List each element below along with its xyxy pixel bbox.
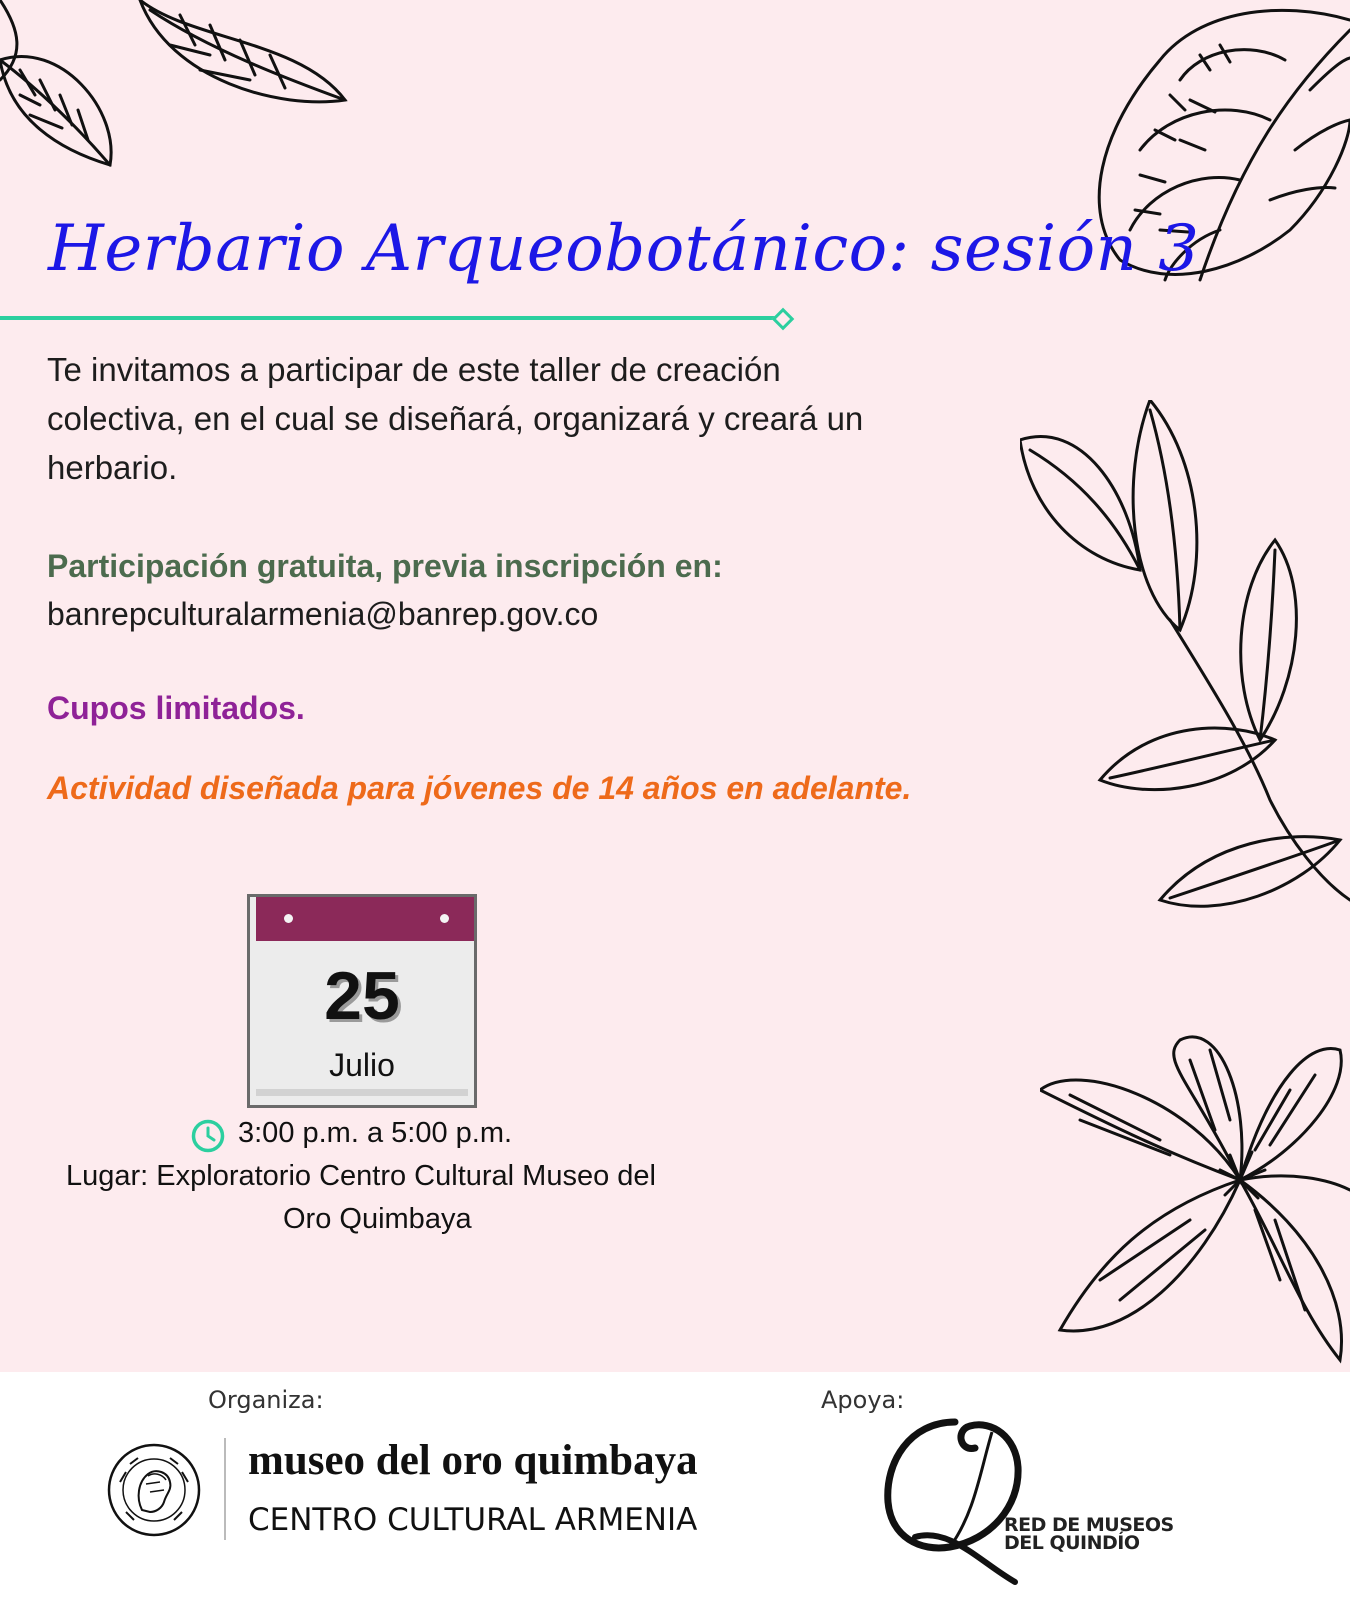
organizer-name: museo del oro quimbaya [248,1437,698,1484]
footer-divider [224,1438,226,1540]
description-line-3: herbario. [47,449,178,486]
limited-spots-notice: Cupos limitados. [47,690,305,726]
branch-leaves-illustration [1020,400,1350,940]
description-line-1: Te invitamos a participar de este taller de creación [47,351,781,388]
organizer-label: Organiza: [208,1386,324,1414]
event-place-line-1: Lugar: Exploratorio Centro Cultural Museo del [66,1160,656,1192]
supporter-name-line-1: RED DE MUSEOS [1004,1514,1174,1536]
event-description [47,345,987,492]
calendar-month: Julio [329,1047,395,1083]
flower-illustration [1040,980,1350,1370]
calendar-bottom-bar [256,1089,468,1096]
calendar-header [256,897,474,941]
supporter-name-line-2: DEL QUINDÍO [1004,1532,1140,1554]
supporter-label: Apoya: [821,1386,905,1414]
calendar-ring-left [284,914,293,923]
calendar-day: 25 [324,958,400,1034]
clock-icon [191,1119,225,1153]
title-underline-diamond [772,308,795,331]
audience-notice: Actividad diseñada para jóvenes de 14 años en adelante. [47,770,912,806]
registration-email[interactable]: banrepculturalarmenia@banrep.gov.co [47,596,599,632]
event-title: Herbario Arqueobotánico: sesión 3 [48,212,1200,286]
sponsors-footer [0,1372,1350,1600]
date-calendar [247,894,477,1108]
description-line-2: colectiva, en el cual se diseñará, organizará y creará un [47,400,864,437]
banco-republica-seal-logo [106,1442,202,1538]
registration-label: Participación gratuita, previa inscripción en: [47,548,723,584]
calendar-ring-right [440,914,449,923]
leaves-illustration-top-left [0,0,350,175]
event-time: 3:00 p.m. a 5:00 p.m. [238,1117,513,1149]
title-underline [0,316,782,320]
organizer-subtitle: CENTRO CULTURAL ARMENIA [248,1502,698,1538]
event-place-line-2: Oro Quimbaya [283,1203,472,1235]
red-museos-q-logo [880,1412,1030,1587]
